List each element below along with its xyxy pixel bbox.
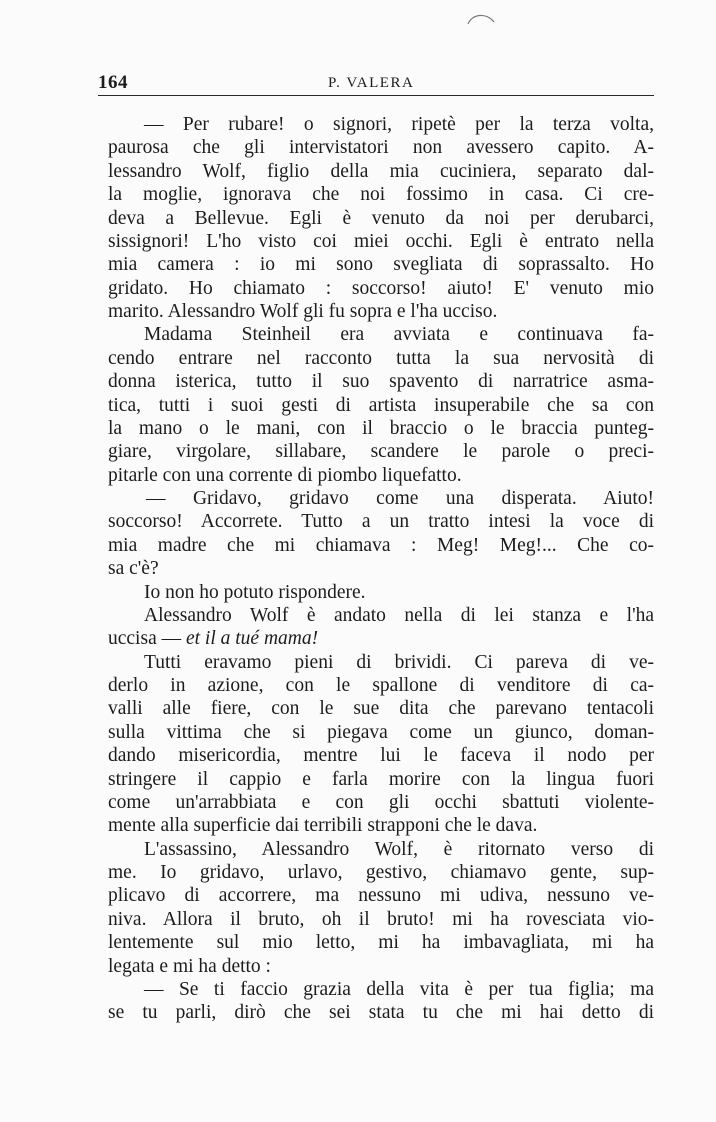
page-number: 164 (98, 72, 128, 93)
text-line: sa c'è? (108, 558, 159, 580)
body-text (108, 113, 654, 1025)
text-line: derlo in azione, con le spallone di venditore di ca- (108, 675, 654, 696)
text-line: paurosa che gli intervistatori non avessero capito. A- (108, 137, 654, 159)
text-line: mente alla superficie dai terribili strapponi che le dava. (108, 815, 538, 837)
text-line: niva. Allora il bruto, oh il bruto! mi ha rovesciata vio- (108, 908, 654, 930)
text-line: pitarle con una corrente di piombo liquefatto. (108, 464, 462, 486)
text-line: me. Io gridavo, urlavo, gestivo, chiamavo gente, sup- (108, 862, 654, 883)
text-run: uccisa — (108, 628, 186, 650)
text-line: se tu parli, dirò che sei stata tu che mi hai detto di (108, 1002, 654, 1024)
text-line: mia camera : io mi sono svegliata di soprassalto. Ho (108, 254, 654, 276)
pencil-mark (466, 12, 496, 26)
text-line: — Se ti faccio grazia della vita è per tua figlia; ma (144, 978, 654, 1000)
text-line: L'assassino, Alessandro Wolf, è ritornato verso di (144, 838, 654, 860)
text-line: stringere il cappio e farla morire con la lingua fuori (108, 768, 654, 790)
text-line: Madama Steinheil era avviata e continuava fa- (144, 324, 654, 346)
text-line: soccorso! Accorrete. Tutto a un tratto intesi la voce di (108, 511, 654, 533)
text-line: la moglie, ignorava che noi fossimo in casa. Ci cre- (108, 184, 654, 206)
text-line: valli alle fiere, con le sue dita che parevano tentacoli (108, 698, 654, 720)
text-line: marito. Alessandro Wolf gli fu sopra e l'ha ucciso. (108, 301, 498, 322)
text-line: — Per rubare! o signori, ripetè per la terza volta, (144, 114, 654, 135)
text-line: Io non ho potuto rispondere. (144, 581, 366, 603)
text-line: la mano o le mani, con il braccio o le braccia punteg- (108, 417, 654, 439)
text-line: lentemente sul mio letto, mi ha imbavagliata, mi ha (108, 932, 654, 954)
text-line: come un'arrabbiata e con gli occhi sbattuti violente- (108, 791, 654, 813)
text-line: Alessandro Wolf è andato nella di lei stanza e l'ha (144, 604, 654, 626)
text-line: legata e mi ha detto : (108, 955, 271, 977)
text-line: sissignori! L'ho visto coi miei occhi. Egli è entrato nella (108, 230, 654, 252)
text-line: deva a Bellevue. Egli è venuto da noi per derubarci, (108, 207, 654, 229)
text-line: giare, virgolare, sillabare, scandere le parole o preci- (108, 441, 654, 463)
text-line: tica, tutti i suoi gesti di artista insuperabile che sa con (108, 394, 654, 416)
italic-quote: et il a tué mama! (185, 628, 319, 650)
header-rule (98, 95, 654, 96)
text-line: cendo entrare nel racconto tutta la sua nervosità di (108, 347, 654, 369)
text-line: dando misericordia, mentre lui le faceva il nodo per (108, 745, 654, 767)
text-line: sulla vittima che si piegava come un giunco, doman- (108, 721, 654, 743)
running-head: P. VALERA (328, 75, 415, 91)
text-line: gridato. Ho chiamato : soccorso! aiuto! E' venuto mio (108, 277, 654, 299)
text-line: donna isterica, tutto il suo spavento di narratrice asma- (108, 371, 654, 393)
page-header (98, 72, 654, 94)
text-line: Tutti eravamo pieni di brividi. Ci pareva di ve- (144, 651, 654, 673)
text-line (108, 627, 654, 650)
text-line: lessandro Wolf, figlio della mia cuciniera, separato dal- (108, 160, 654, 182)
text-line: — Gridavo, gridavo come una disperata. Aiuto! (146, 488, 654, 509)
text-line: plicavo di accorrere, ma nessuno mi udiva, nessuno ve- (108, 885, 654, 907)
text-line: mia madre che mi chiamava : Meg! Meg!... Che co- (108, 534, 654, 556)
